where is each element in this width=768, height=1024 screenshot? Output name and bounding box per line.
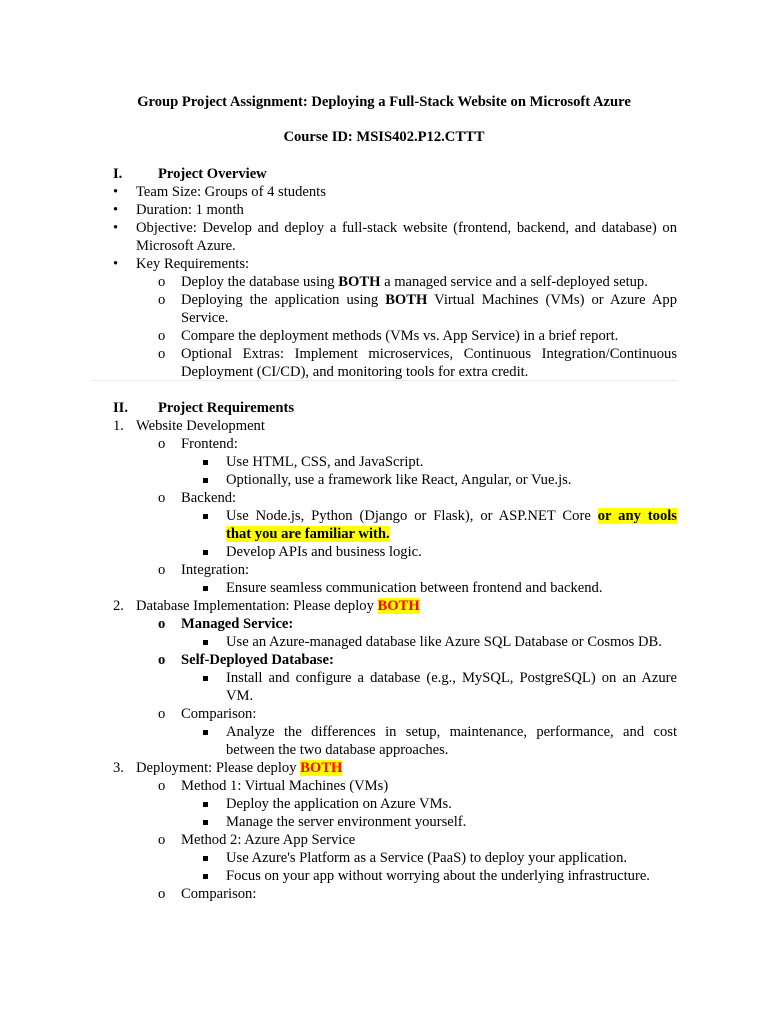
key-req-2-line-2: Service. xyxy=(181,310,229,326)
key-req-4-line-1: Optional Extras: Implement microservices, Continuous Integration/Continuous xyxy=(181,346,677,362)
key-req-2-line-1: Deploying the application using BOTH Virtual Machines (VMs) or Azure App xyxy=(181,292,677,308)
method-2-item-2: Focus on your app without worrying about the underlying infrastructure. xyxy=(226,868,650,884)
circle-bullet-icon: o xyxy=(158,832,166,848)
bullet-icon: • xyxy=(113,202,119,218)
integration-item-1: Ensure seamless communication between frontend and backend. xyxy=(226,580,603,596)
bullet-icon: • xyxy=(113,184,119,200)
square-bullet-icon xyxy=(203,633,208,651)
square-bullet-icon xyxy=(203,471,208,489)
list-number: 3. xyxy=(113,760,124,776)
square-bullet-icon xyxy=(203,579,208,597)
key-req-3: Compare the deployment methods (VMs vs. App Service) in a brief report. xyxy=(181,328,619,344)
self-item-1-line-2: VM. xyxy=(226,688,254,704)
comparison-item-1-line-1: Analyze the differences in setup, maintenance, performance, and cost xyxy=(226,724,677,740)
circle-bullet-icon: o xyxy=(158,706,166,722)
bullet-icon: • xyxy=(113,256,119,272)
method-1-item-1: Deploy the application on Azure VMs. xyxy=(226,796,452,812)
square-bullet-icon xyxy=(203,813,208,831)
square-bullet-icon xyxy=(203,453,208,471)
section-1-numeral: I. xyxy=(113,166,123,182)
square-bullet-icon xyxy=(203,849,208,867)
self-deployed-label: Self-Deployed Database: xyxy=(181,652,334,668)
deployment: Deployment: Please deploy BOTH xyxy=(136,760,343,776)
method-1-item-2: Manage the server environment yourself. xyxy=(226,814,467,830)
duration: Duration: 1 month xyxy=(136,202,244,218)
square-bullet-icon xyxy=(203,795,208,813)
square-bullet-icon xyxy=(203,507,208,525)
circle-bullet-icon: o xyxy=(158,328,166,344)
key-requirements: Key Requirements: xyxy=(136,256,250,272)
key-req-4-line-2: Deployment (CI/CD), and monitoring tools for extra credit. xyxy=(181,364,529,380)
managed-service-label: Managed Service: xyxy=(181,616,294,632)
circle-bullet-icon: o xyxy=(158,436,166,452)
circle-bullet-icon: o xyxy=(158,778,166,794)
comparison-label: Comparison: xyxy=(181,706,257,722)
square-bullet-icon xyxy=(203,543,208,561)
self-item-1-line-1: Install and configure a database (e.g., MySQL, PostgreSQL) on an Azure xyxy=(226,670,677,686)
comparison-item-1-line-2: between the two database approaches. xyxy=(226,742,449,758)
circle-bullet-icon: o xyxy=(158,886,166,902)
document-title: Group Project Assignment: Deploying a Full-Stack Website on Microsoft Azure xyxy=(137,94,631,110)
database-implementation: Database Implementation: Please deploy BOTH xyxy=(136,598,420,614)
key-req-1: Deploy the database using BOTH a managed service and a self-deployed setup. xyxy=(181,274,648,290)
circle-bullet-icon: o xyxy=(158,490,166,506)
frontend-label: Frontend: xyxy=(181,436,238,452)
comparison-label: Comparison: xyxy=(181,886,257,902)
frontend-item-2: Optionally, use a framework like React, Angular, or Vue.js. xyxy=(226,472,572,488)
section-1-heading: Project Overview xyxy=(158,166,267,182)
objective-line-1: Objective: Develop and deploy a full-stack website (frontend, backend, and database) on xyxy=(136,220,677,236)
integration-label: Integration: xyxy=(181,562,250,578)
section-2-numeral: II. xyxy=(113,400,129,416)
objective-line-2: Microsoft Azure. xyxy=(136,238,236,254)
website-development: Website Development xyxy=(136,418,265,434)
circle-bullet-icon: o xyxy=(158,274,166,290)
circle-bullet-icon: o xyxy=(158,562,166,578)
circle-bullet-icon: o xyxy=(158,346,166,362)
bullet-icon: • xyxy=(113,220,119,236)
backend-label: Backend: xyxy=(181,490,237,506)
backend-item-1-line-2: that you are familiar with. xyxy=(226,526,390,542)
method-1-label: Method 1: Virtual Machines (VMs) xyxy=(181,778,389,794)
backend-item-2: Develop APIs and business logic. xyxy=(226,544,422,560)
method-2-item-1: Use Azure's Platform as a Service (PaaS) to deploy your application. xyxy=(226,850,628,866)
section-2-heading: Project Requirements xyxy=(158,400,295,416)
circle-bullet-icon: o xyxy=(158,652,166,668)
managed-item-1: Use an Azure-managed database like Azure SQL Database or Cosmos DB. xyxy=(226,634,662,650)
square-bullet-icon xyxy=(203,867,208,885)
list-number: 2. xyxy=(113,598,124,614)
square-bullet-icon xyxy=(203,669,208,687)
team-size: Team Size: Groups of 4 students xyxy=(136,184,326,200)
circle-bullet-icon: o xyxy=(158,292,166,308)
method-2-label: Method 2: Azure App Service xyxy=(181,832,356,848)
backend-item-1-line-1: Use Node.js, Python (Django or Flask), or ASP.NET Core or any tools xyxy=(226,508,677,524)
square-bullet-icon xyxy=(203,723,208,741)
list-number: 1. xyxy=(113,418,124,434)
frontend-item-1: Use HTML, CSS, and JavaScript. xyxy=(226,454,424,470)
course-id: Course ID: MSIS402.P12.CTTT xyxy=(283,129,485,145)
divider xyxy=(92,380,678,381)
circle-bullet-icon: o xyxy=(158,616,166,632)
